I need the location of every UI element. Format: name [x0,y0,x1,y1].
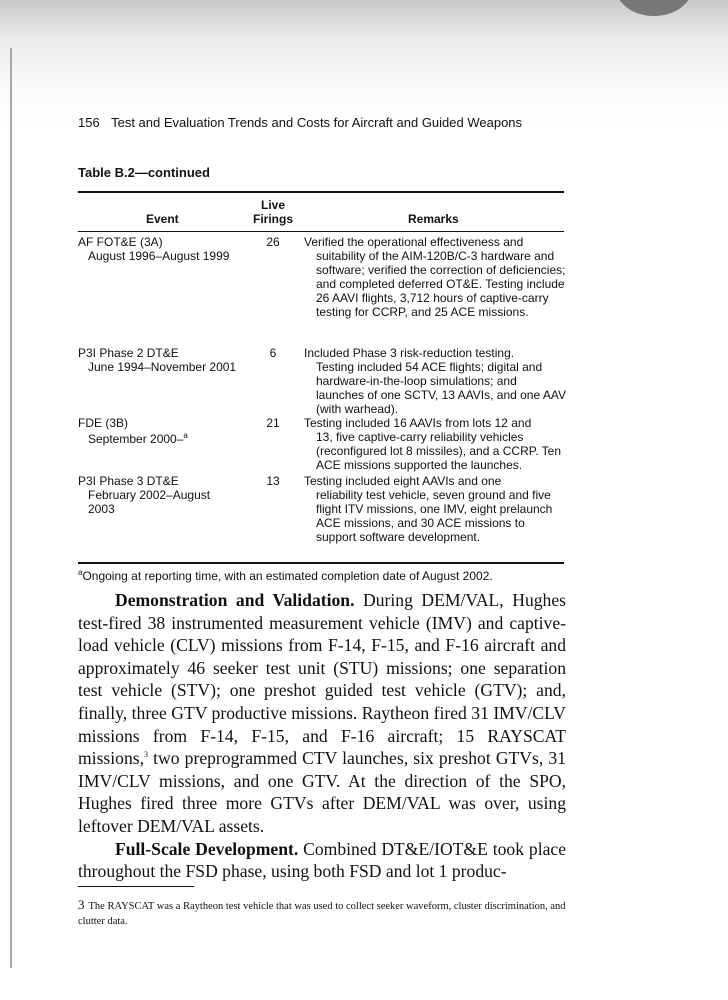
table-row [78,235,564,346]
live-firings-cell: 13 [266,474,280,488]
page-footnote [78,897,566,929]
event-name: FDE (3B) [78,416,129,430]
running-head [78,115,522,130]
header-event: Event [146,212,179,226]
remarks-cell [304,235,566,319]
header-live-firings: Live Firings [252,198,293,226]
event-date: February 2002–August 2003 [88,488,211,516]
event-date: June 1994–November 2001 [88,360,237,374]
event-name: P3I Phase 2 DT&E [78,346,179,360]
page-corner-shadow [616,0,692,16]
table-row [78,416,564,474]
table-row [78,474,564,562]
event-name: P3I Phase 3 DT&E [78,474,179,488]
paragraph-demval [78,589,566,838]
paragraph-text: During DEM/VAL, Hughes test-fired 38 instrumented measurement vehicle (IMV) and captive-load vehicle (CLV) missions from F-14, F-15, and F-16 aircraft and approximately 46 seeker test unit (STU) missions; one separation test vehicle (STV); one preshot guided test vehicle (GTV); and, finally, three GTV productive missions. Raytheon fired 31 IMV/CLV missions from F-14, F-15, and F-16 aircraft; 15 RAYSCAT missions, [78,590,566,769]
remarks-first-line: Testing included eight AAVIs and one [304,474,502,488]
remarks-cell [304,416,566,472]
page-number: 156 [78,115,100,130]
header-remarks: Remarks [408,212,459,226]
footnote-number: 3 [78,897,85,912]
remarks-first-line: Included Phase 3 risk-reduction testing. [304,346,515,360]
live-firings-cell: 6 [269,346,277,360]
remarks-continuation: 13, five captive-carry reliability vehicles (reconfigured lot 8 missiles), and a CCRP. Ten ACE missions supported the launches. [316,430,562,472]
table-header [78,193,564,231]
remarks-cell [304,346,566,416]
event-cell [78,416,248,446]
table-footnote [78,564,564,583]
event-name: AF FOT&E (3A) [78,235,163,249]
footnote-mark: a [183,431,188,440]
live-firings-cell: 21 [266,416,280,430]
paragraph-heading: Full-Scale Development. [115,838,299,859]
remarks-cell [304,474,566,544]
event-cell [78,474,228,516]
events-table [78,191,564,583]
paragraph-fsd [78,838,566,883]
event-date: August 1996–August 1999 [88,249,230,263]
event-date [78,432,248,446]
remarks-continuation: Testing included 54 ACE flights; digital and hardware-in-the-loop simulations; and launches of one SCTV, 13 AAVIs, and one AAV (with warhead). [316,360,566,416]
body-text [78,589,566,883]
table-header-rule [78,231,564,232]
table-footnote-mark: a [78,568,83,577]
paragraph-heading: Demonstration and Validation. [115,590,355,610]
table-title: Table B.2—continued [78,165,210,180]
running-head-title: Test and Evaluation Trends and Costs for Aircraft and Guided Weapons [111,115,523,130]
event-cell [78,346,248,374]
remarks-continuation: reliability test vehicle, seven ground and five flight ITV missions, one IMV, eight prelaunch ACE missions, and 30 ACE missions to support software development. [316,488,553,544]
event-cell [78,235,248,263]
table-row [78,346,564,416]
paragraph-text: Combined DT&E/IOT&E took place throughout the FSD phase, using both FSD and lot 1 produc- [78,838,567,882]
remarks-continuation: suitability of the AIM-120B/C-3 hardware and software; verified the correction of deficiencies; and completed deferred OT&E. Testing include 26 AAVI flights, 3,712 hours of captive-carry testing for CCRP, and 25 ACE missions. [316,249,566,319]
event-date-text: September 2000– [88,432,184,446]
footnote-text: The RAYSCAT was a Raytheon test vehicle that was used to collect seeker waveform, cluster discrimination, and clutter data. [78,901,566,927]
paragraph-text-continued: two preprogrammed CTV launches, six preshot GTVs, 31 IMV/CLV missions, and one GTV. At the direction of the SPO, Hughes fired three more GTVs after DEM/VAL was over, using leftover DEM/VAL assets. [78,748,566,836]
remarks-first-line: Verified the operational effectiveness and [304,235,524,249]
table-footnote-text: Ongoing at reporting time, with an estimated completion date of August 2002. [82,569,493,583]
binding-gutter-line [10,48,12,968]
live-firings-cell: 26 [266,235,280,249]
footnote-reference: 3 [144,750,148,760]
remarks-first-line: Testing included 16 AAVIs from lots 12 and [304,416,532,430]
footnote-rule [78,886,194,887]
